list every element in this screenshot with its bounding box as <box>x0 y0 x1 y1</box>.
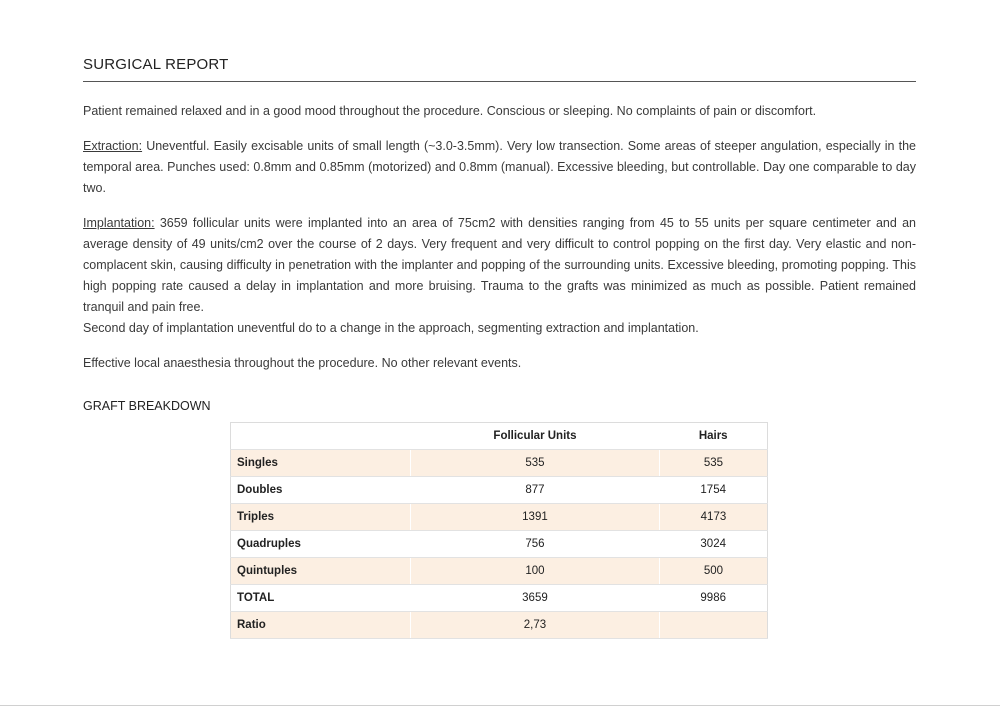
report-title: SURGICAL REPORT <box>83 56 229 73</box>
anaesthesia-paragraph: Effective local anaesthesia throughout the procedure. No other relevant events. <box>83 356 522 370</box>
hairs-cell: 4173 <box>659 504 767 531</box>
row-label: Quadruples <box>231 531 411 558</box>
hairs-cell: 500 <box>659 558 767 585</box>
header-follicular-units: Follicular Units <box>411 423 660 450</box>
follicular-units-cell: 535 <box>411 450 660 477</box>
follicular-units-cell: 100 <box>411 558 660 585</box>
row-label: TOTAL <box>231 585 411 612</box>
row-label: Doubles <box>231 477 411 504</box>
follicular-units-cell: 2,73 <box>411 612 660 639</box>
report-body <box>83 101 916 388</box>
title-divider <box>83 81 916 82</box>
graft-breakdown-title: GRAFT BREAKDOWN <box>83 399 211 413</box>
hairs-cell: 3024 <box>659 531 767 558</box>
table-row-triples <box>231 504 768 531</box>
graft-breakdown-table <box>230 422 768 639</box>
table-row-total <box>231 585 768 612</box>
header-hairs: Hairs <box>659 423 767 450</box>
table-row-quadruples <box>231 531 768 558</box>
extraction-label: Extraction: <box>83 139 143 153</box>
header-category <box>231 423 411 450</box>
implantation-paragraph <box>83 213 916 318</box>
hairs-cell <box>659 612 767 639</box>
table-row-ratio <box>231 612 768 639</box>
row-label: Quintuples <box>231 558 411 585</box>
row-label: Singles <box>231 450 411 477</box>
table-row-singles <box>231 450 768 477</box>
page-bottom-divider <box>0 705 1000 706</box>
follicular-units-cell: 1391 <box>411 504 660 531</box>
table-row-quintuples <box>231 558 768 585</box>
follicular-units-cell: 3659 <box>411 585 660 612</box>
extraction-text: Uneventful. Easily excisable units of small length (~3.0-3.5mm). Very low transection. Some areas of steeper angulation, especially in the temporal area. Punches used: 0.8mm and 0.85mm (motorized) and 0.8mm (manual). Excessive bleeding, but controllable. Day one comparable to day two. <box>83 139 916 195</box>
follicular-units-cell: 756 <box>411 531 660 558</box>
second-day-paragraph: Second day of implantation uneventful do to a change in the approach, segmenting extraction and implantation. <box>83 321 699 335</box>
extraction-paragraph <box>83 136 916 199</box>
implantation-label: Implantation: <box>83 216 155 230</box>
table-header-row <box>231 423 768 450</box>
row-label: Ratio <box>231 612 411 639</box>
table-row-doubles <box>231 477 768 504</box>
hairs-cell: 535 <box>659 450 767 477</box>
row-label: Triples <box>231 504 411 531</box>
hairs-cell: 1754 <box>659 477 767 504</box>
implantation-text: 3659 follicular units were implanted into an area of 75cm2 with densities ranging from 45 to 55 units per square centimeter and an average density of 49 units/cm2 over the course of 2 days. Very frequent and very difficult to control popping on the first day. Very elastic and non-complacent skin, causing difficulty in penetration with the implanter and popping of the surrounding units. Excessive bleeding, promoting popping. This high popping rate caused a delay in implantation and more bruising. Trauma to the grafts was minimized as much as possible. Patient remained tranquil and pain free. <box>83 216 916 314</box>
report-page <box>83 0 916 707</box>
intro-paragraph: Patient remained relaxed and in a good mood throughout the procedure. Conscious or sleeping. No complaints of pain or discomfort. <box>83 104 817 118</box>
follicular-units-cell: 877 <box>411 477 660 504</box>
hairs-cell: 9986 <box>659 585 767 612</box>
